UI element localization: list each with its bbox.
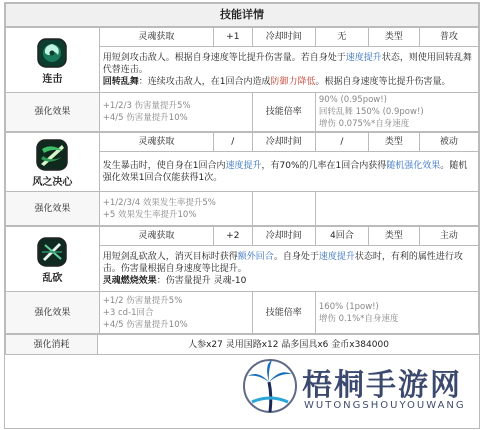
soul-value: +1 <box>213 28 252 47</box>
effect-list <box>99 292 252 334</box>
description-text: ：伤害量提升 灵魂-10 <box>156 275 247 286</box>
description-text: 状态时，有利的属性进行攻击。伤害量根据自身速度等比提升。 <box>102 251 463 274</box>
soul-label: 灵魂获取 <box>99 28 213 47</box>
skill-block <box>5 226 479 334</box>
description-text: 用短剑攻击敌人。根据自身速度等比提升伤害量。若自身处于 <box>102 52 346 63</box>
description-text: 。随机强化效果1回合仅能获得1次。 <box>102 160 468 183</box>
effect-label: 强化效果 <box>6 93 100 132</box>
type-label: 类型 <box>368 28 419 47</box>
multiplier-label: 技能倍率 <box>252 292 315 334</box>
cooldown-value: / <box>315 133 368 152</box>
swirl-skill-icon <box>37 38 67 72</box>
description-text: 。根据自身速度等比提升伤害量。 <box>315 76 451 87</box>
skill-table <box>5 3 479 27</box>
description-text: 状态，则使用回转乱舞代替连击。 <box>102 52 472 75</box>
effect-item: +1/2/3 伤害量提升5% <box>102 101 191 111</box>
watermark-subtitle: WUTONGSHOUYOUWANG <box>304 400 466 411</box>
skill-icon-cell <box>6 28 100 93</box>
soul-value: / <box>213 133 252 152</box>
soul-label: 灵魂获取 <box>99 133 213 152</box>
description-text: ：连续攻击敌人，在1回合内造成 <box>138 76 271 87</box>
effect-label: 强化效果 <box>6 292 100 334</box>
soul-value: +2 <box>213 227 252 246</box>
multiplier-item: 增伤 0.1%*自身速度 <box>318 313 399 324</box>
multiplier-item: 90% (0.95pow!) <box>318 95 387 105</box>
type-label: 类型 <box>368 133 419 152</box>
cost-table <box>5 334 480 355</box>
cooldown-value: 4回合 <box>315 227 368 246</box>
description-text: 随机强化效果 <box>386 160 441 171</box>
cooldown-label: 冷却时间 <box>252 227 315 246</box>
skill-icon-cell <box>6 133 100 192</box>
description-paragraph <box>103 76 475 88</box>
multiplier-item: 增伤 0.075%*自身速度 <box>318 119 410 129</box>
watermark-title: 梧桐手游网 <box>302 368 462 403</box>
skill-name: 风之决心 <box>32 176 73 188</box>
description-text: ，有70%的几率在1回合内获得 <box>261 160 387 171</box>
description-paragraph <box>103 251 475 275</box>
skill-description <box>99 47 478 93</box>
description-text: 用短剑乱砍敌人，消灭目标时获得 <box>102 251 238 262</box>
multiplier-item: 160% (1pow!) <box>318 301 379 312</box>
effect-item: +4/5 伤害量提升10% <box>102 113 188 123</box>
slash-skill-icon <box>37 237 67 271</box>
skill-detail-panel <box>4 2 480 429</box>
skill-description <box>99 152 478 192</box>
cooldown-label: 冷却时间 <box>252 28 315 47</box>
type-value: 被动 <box>419 133 478 152</box>
effect-label: 强化效果 <box>6 192 100 226</box>
skill-block <box>5 132 479 226</box>
effect-item: +1/2 伤害量提升5% <box>102 295 183 306</box>
skill-block <box>5 27 479 132</box>
description-text: 发生暴击时，使自身在1回合内 <box>102 160 226 171</box>
description-text: 速度提升 <box>225 160 262 171</box>
cost-value: 人参x27 灵用国路x12 晶多国具x6 金币x384000 <box>98 335 480 355</box>
soul-label: 灵魂获取 <box>99 227 213 246</box>
description-text: 灵魂燃烧效果 <box>102 275 157 286</box>
effect-list <box>99 192 252 226</box>
description-text: 速度提升 <box>318 251 355 262</box>
description-paragraph <box>103 275 475 287</box>
type-value: 普攻 <box>419 28 478 47</box>
multiplier-list <box>315 192 478 226</box>
multiplier-item: 回转乱舞 150% (0.9pow!) <box>318 107 424 117</box>
effect-list <box>99 93 252 132</box>
multiplier-list <box>315 292 478 334</box>
description-text: 。自身处于 <box>273 251 319 262</box>
description-text: 防御力降低 <box>270 76 316 87</box>
cooldown-value: 无 <box>315 28 368 47</box>
skill-name: 乱砍 <box>42 272 63 284</box>
cooldown-label: 冷却时间 <box>252 133 315 152</box>
description-paragraph <box>103 160 475 184</box>
multiplier-label: 技能倍率 <box>252 93 315 132</box>
description-text: 回转乱舞 <box>102 76 139 87</box>
wind-blade-icon <box>36 139 68 175</box>
type-value: 主动 <box>419 227 478 246</box>
effect-item: +5 效果发生率提升10% <box>102 209 197 220</box>
effect-item: +3 cd-1回合 <box>102 307 154 318</box>
skill-description <box>99 246 478 292</box>
panel-title: 技能详情 <box>6 4 479 27</box>
multiplier-label <box>252 192 315 226</box>
cost-label: 强化消耗 <box>6 335 98 355</box>
description-paragraph <box>103 52 475 76</box>
effect-item: +4/5 伤害量提升10% <box>102 319 188 330</box>
type-label: 类型 <box>368 227 419 246</box>
effect-item: +1/2/3/4 效果发生率提升5% <box>102 197 216 208</box>
skill-name: 连击 <box>42 73 63 85</box>
skill-icon-cell <box>6 227 100 292</box>
multiplier-list <box>315 93 478 132</box>
description-text: 额外回合 <box>237 251 274 262</box>
description-text: 速度提升 <box>345 52 382 63</box>
